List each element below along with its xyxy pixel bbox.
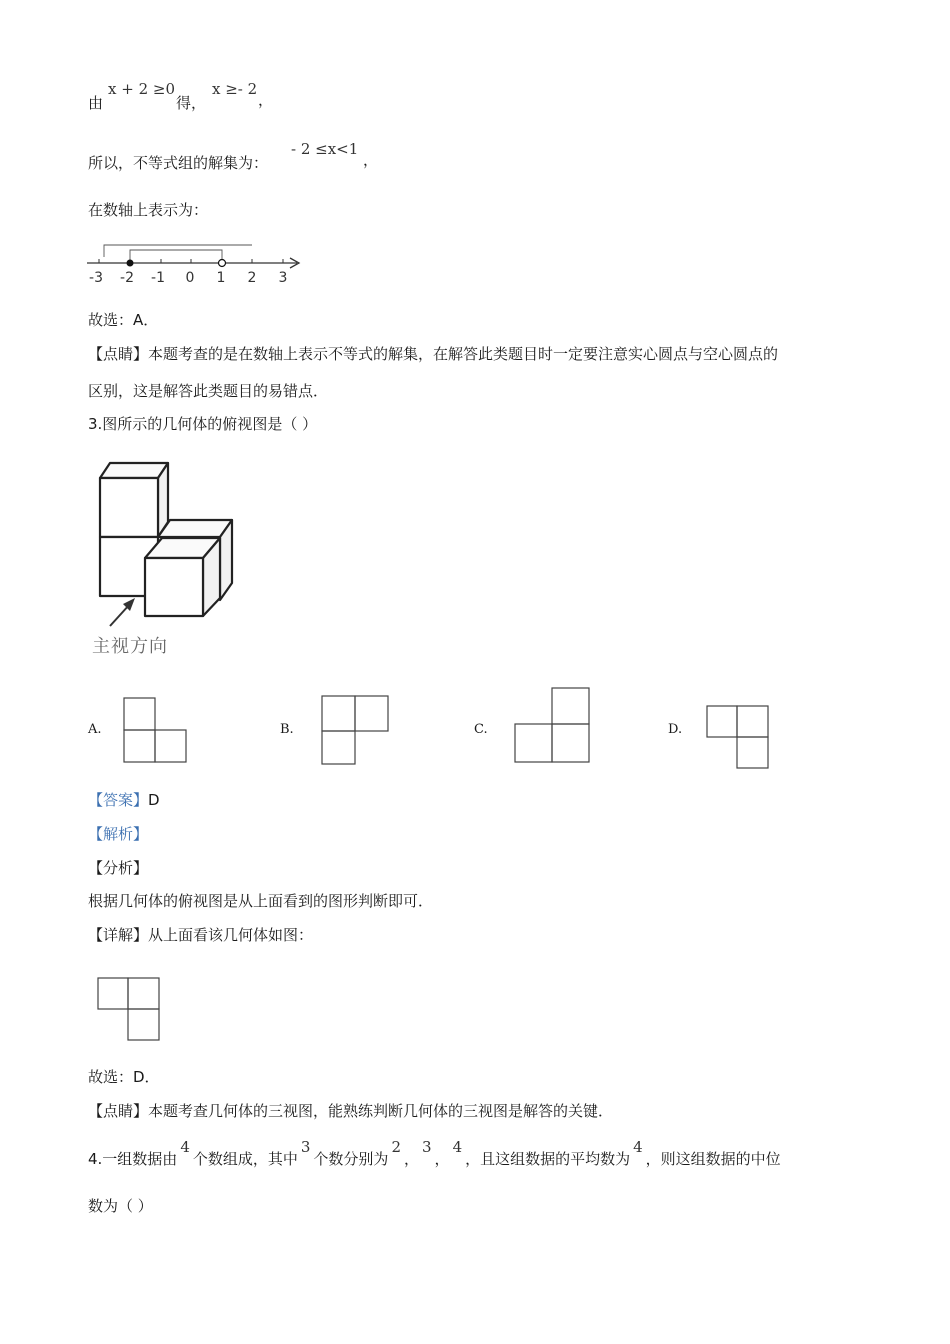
- q4-seg2: 个数组成，其中: [192, 1150, 298, 1168]
- fenxi-text: 根据几何体的俯视图是从上面看到的图形判断即可．: [88, 892, 434, 910]
- answer-value: D: [148, 791, 160, 809]
- q4-seg1: 4.一组数据由: [88, 1150, 178, 1168]
- tick-label: 1: [216, 270, 226, 286]
- option-b-label: B.: [280, 722, 294, 737]
- geometry-solid-figure: [90, 458, 240, 658]
- analysis-tag: 【解析】: [88, 825, 149, 843]
- text-dianjing-1: 【点睛】本题考查的是在数轴上表示不等式的解集，在解答此类题目时一定要注意实心圆点与空心圆点的: [88, 345, 779, 363]
- option-c-label: C.: [474, 722, 488, 737]
- q4-seg5: ，则这组数据的中位: [645, 1150, 781, 1168]
- tick-label: -2: [120, 270, 134, 286]
- option-d-figure: [706, 705, 776, 775]
- range-bracket-upper: [104, 245, 252, 257]
- tick-label: 2: [247, 270, 257, 286]
- answer-line: [88, 790, 160, 810]
- text-solution-set: 所以，不等式组的解集为：: [88, 154, 269, 172]
- front-view-label: 主视方向: [92, 636, 168, 657]
- text-dianjing-1-cont: 区别，这是解答此类题目的易错点．: [88, 382, 329, 400]
- q4-num: 4: [452, 1138, 463, 1156]
- text-choose-a: 故选：A．: [88, 311, 159, 329]
- question-3-title: 3.图所示的几何体的俯视图是（ ）: [88, 415, 318, 433]
- text-line-1: [88, 93, 103, 113]
- question-4-line-2: 数为（ ）: [88, 1197, 153, 1215]
- text-you: 由: [88, 94, 104, 112]
- number-line-figure: [85, 235, 315, 295]
- fenxi-tag: 【分析】: [88, 859, 149, 877]
- q4-seg3: 个数分别为: [313, 1150, 389, 1168]
- top-view-figure: [97, 977, 167, 1047]
- tick-label: -1: [151, 270, 165, 286]
- q4-num: 2: [391, 1138, 401, 1156]
- q4-seg4: ，且这组数据的平均数为: [465, 1150, 631, 1168]
- math-x-plus-2: x + 2 ≥0: [108, 80, 175, 98]
- text-dianjing-2: 【点睛】本题考查几何体的三视图，能熟练判断几何体的三视图是解答的关键．: [88, 1102, 614, 1120]
- tick-label: 0: [185, 270, 195, 286]
- text-choose-d: 故选：D．: [88, 1068, 160, 1086]
- text-de: 得，: [176, 94, 207, 112]
- option-a-label: A.: [88, 722, 102, 737]
- detail-text: 【详解】从上面看该几何体如图：: [88, 926, 314, 944]
- math-x-ge-neg2: x ≥- 2: [212, 80, 258, 98]
- math-solution-range: - 2 ≤x<1: [291, 140, 359, 158]
- q4-comma: ，: [403, 1150, 419, 1168]
- q4-num: 4: [180, 1138, 190, 1156]
- text-comma-2: ，: [363, 151, 379, 169]
- range-bracket-solution: [130, 250, 222, 261]
- tick-label: -3: [89, 270, 103, 286]
- option-a-figure: [123, 697, 193, 767]
- hollow-dot-icon: [219, 260, 226, 267]
- q4-num: 3: [422, 1138, 432, 1156]
- option-b-figure: [321, 695, 391, 765]
- q4-comma: ，: [434, 1150, 450, 1168]
- answer-tag: 【答案】: [88, 791, 149, 809]
- option-d-label: D.: [668, 722, 683, 737]
- q4-num: 4: [633, 1138, 643, 1156]
- q4-num: 3: [300, 1138, 311, 1156]
- option-c-figure: [514, 687, 594, 767]
- question-4-line-1: [88, 1136, 781, 1172]
- text-comma: ，: [258, 91, 274, 109]
- solid-dot-icon: [127, 260, 134, 267]
- tick-label: 3: [278, 270, 288, 286]
- text-number-line-intro: 在数轴上表示为：: [88, 201, 209, 219]
